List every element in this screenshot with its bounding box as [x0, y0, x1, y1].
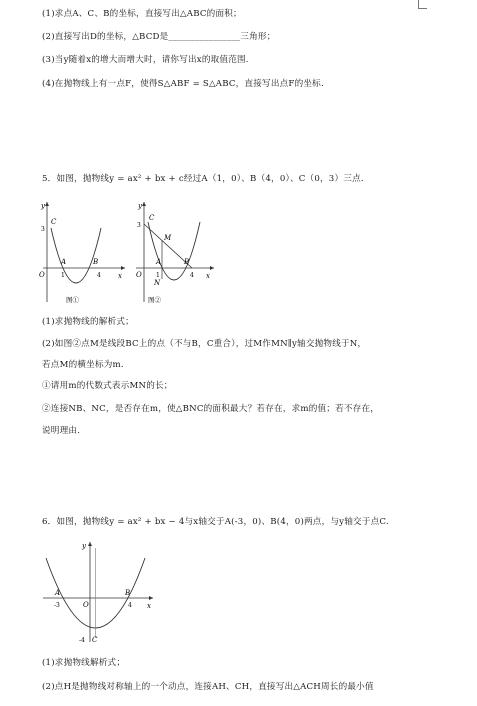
- fig1-caption: 图①: [66, 296, 79, 304]
- fig2-x-axis-label: x: [206, 272, 210, 280]
- q5-part-2-sub-2-cont: 说明理由.: [42, 426, 81, 436]
- fig2-point-b-label: B: [184, 258, 190, 266]
- q6-point-a-label: A: [55, 589, 61, 597]
- fig1-point-b-label: B: [93, 258, 99, 266]
- q6-point-b-label: B: [125, 589, 131, 597]
- q4-part-2: (2)直接写出D的坐标，△BCD是________________三角形；: [42, 32, 276, 42]
- fig2-one-label: 1: [156, 272, 160, 279]
- q6-origin-label: O: [83, 601, 89, 609]
- q6-point-c-label: C: [92, 636, 98, 644]
- fig1-origin-label: O: [39, 271, 45, 279]
- q5-part-1: (1)求抛物线的解析式；: [42, 317, 134, 327]
- fig1-x-axis-label: x: [118, 272, 122, 280]
- q5-part-2: (2)如图②点M是线段BC上的点（不与B，C重合），过M作MN∥y轴交抛物线于N，: [42, 339, 367, 349]
- fig2-caption: 图②: [148, 296, 161, 304]
- q5-part-2-sub-2: ②连接NB、NC，是否存在m，使△BNC的面积最大？若存在，求m的值；若不存在，: [42, 404, 380, 414]
- q4-part-3: (3)当y随着x的增大而增大时，请你写出x的取值范围.: [42, 55, 249, 65]
- q6-stem: 6．如图，抛物线y = ax² + bx − 4与x轴交于A(-3，0)、B(4，0)两点，与y轴交于点C.: [42, 517, 389, 527]
- q6-part-1: (1)求抛物线解析式；: [42, 658, 126, 668]
- q4-part-1: (1)求点A、C、B的坐标，直接写出△ABC的面积；: [42, 9, 242, 19]
- fig1-three-label: 3: [41, 226, 45, 233]
- fig1-point-a-label: A: [61, 258, 67, 266]
- q5-part-2-sub-1: ①请用m的代数式表示MN的长；: [42, 381, 173, 391]
- fig2-point-c-label: C: [149, 214, 155, 222]
- q6-y-axis-label: y: [82, 542, 86, 550]
- q6-x-axis-label: x: [147, 602, 151, 610]
- q4-part-4: (4)在抛物线上有一点F，使得S△ABF = S△ABC，直接写出点F的坐标.: [42, 79, 324, 89]
- fig2-point-n-label: N: [154, 279, 161, 287]
- fig2-origin-label: O: [136, 271, 142, 279]
- q6-minus3-label: -3: [54, 602, 60, 609]
- fig1-one-label: 1: [61, 272, 65, 279]
- q6-four-label: 4: [128, 602, 132, 609]
- q6-minus4-label: -4: [79, 637, 85, 644]
- fig1-four-label: 4: [97, 272, 101, 279]
- fig2-four-label: 4: [190, 272, 194, 279]
- q5-stem: 5．如图，抛物线y = ax² + bx + c经过A（1，0）、B（4，0）、C（0，3）三点.: [42, 174, 364, 184]
- fig2-point-a-label: A: [156, 258, 162, 266]
- q5-part-2-cont: 若点M的横坐标为m.: [42, 360, 124, 370]
- fig1-y-axis-label: y: [41, 202, 45, 210]
- fig1-point-c-label: C: [51, 218, 57, 226]
- q6-part-2: (2)点H是抛物线对称轴上的一个动点，连接AH、CH，直接写出△ACH周长的最小值: [42, 682, 374, 692]
- page-corner-mark: [418, 0, 427, 9]
- fig2-three-label: 3: [137, 222, 141, 229]
- fig2-y-axis-label: y: [138, 202, 142, 210]
- fig2-point-m-label: M: [164, 234, 172, 242]
